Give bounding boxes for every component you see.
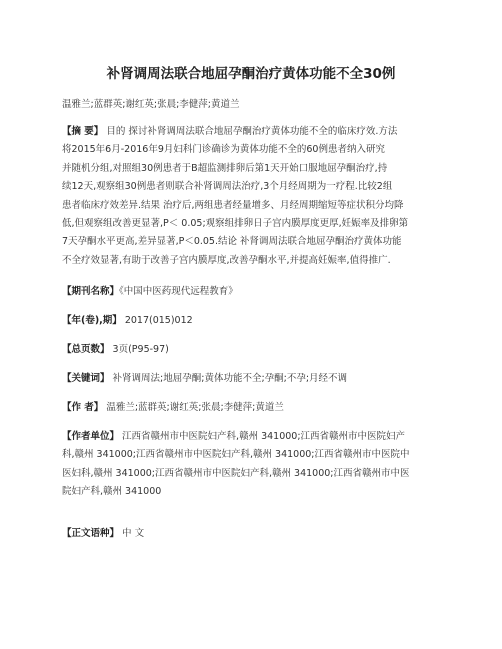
- keywords-label: 【关键词】: [62, 373, 110, 384]
- affiliation-line-3: 医妇科,赣州 341000;江西省赣州市中医院妇产科,赣州 341000;江西省赣州市中医: [62, 467, 410, 479]
- abstract-section: [62, 123, 440, 270]
- abstract-line-3: 并随机分组,对照组30例患者于B超监测排卵后第1天开始口服地屈孕酮治疗,持: [62, 162, 388, 174]
- journal-label: 【期刊名称】: [62, 286, 120, 297]
- abstract-line-4: 续12天,观察组30例患者则联合补肾调周法治疗,3个月经周期为一疗程.比较2组: [62, 181, 393, 193]
- abstract-line-5: 患者临床疗效差异.结果 治疗后,两组患者经量增多、月经周期缩短等症状积分均降: [62, 199, 404, 211]
- pages-value: 3页(P95-97): [112, 344, 169, 355]
- abstract-label: 【摘 要】: [62, 126, 104, 137]
- affiliation-label: 【作者单位】: [62, 431, 120, 442]
- abstract-line-2: 将2015年6月-2016年9月妇科门诊确诊为黄体功能不全的60例患者纳入研究: [62, 144, 385, 156]
- abstract-first-line: [62, 123, 440, 141]
- abstract-line-8: 不全疗效显著,有助于改善子宫内膜厚度,改善孕酮水平,并提高妊娠率,值得推广.: [62, 254, 391, 266]
- author-field-label: 【作 者】: [62, 402, 104, 413]
- affiliation-line-2: 科,赣州 341000;江西省赣州市中医院妇产科,赣州 341000;江西省赣州市中医院中: [62, 449, 410, 461]
- language-label: 【正文语种】: [62, 528, 120, 539]
- pages-section: [62, 341, 440, 359]
- year-issue-section: [62, 312, 440, 330]
- page-title: 补肾调周法联合地屈孕酮治疗黄体功能不全30例: [106, 66, 396, 82]
- year-issue-label: 【年(卷),期】: [62, 315, 122, 326]
- author-list: 温雅兰;蓝群英;谢红英;张晨;李健萍;黄道兰: [62, 99, 240, 110]
- language-value: 中 文: [122, 528, 145, 539]
- affiliation-line-4: 院妇产科,赣州 341000: [62, 486, 162, 498]
- affiliation-section: [62, 428, 440, 502]
- language-section: [62, 525, 440, 543]
- journal-value: 《中国中医药现代远程教育》: [119, 286, 238, 297]
- year-issue-value: 2017(015)012: [124, 315, 193, 326]
- abstract-line-6: 低,但观察组改善更显著,P＜ 0.05;观察组排卵日子宫内膜厚度更厚,妊娠率及排卵第: [62, 218, 409, 230]
- keywords-section: [62, 370, 440, 388]
- keywords-value: 补肾调周法;地屈孕酮;黄体功能不全;孕酮;不孕;月经不调: [112, 373, 348, 384]
- journal-section: [62, 283, 440, 301]
- abstract-line-7: 7天孕酮水平更高,差异显著,P＜0.05.结论 补肾调周法联合地屈孕酮治疗黄体功能: [62, 236, 402, 248]
- author-field-value: 温雅兰;蓝群英;谢红英;张晨;李健萍;黄道兰: [106, 402, 284, 413]
- pages-label: 【总页数】: [62, 344, 110, 355]
- affiliation-line-1: 江西省赣州市中医院妇产科,赣州 341000;江西省赣州市中医院妇产: [122, 431, 406, 442]
- abstract-line-1: 目的 探讨补肾调周法联合地屈孕酮治疗黄体功能不全的临床疗效.方法: [106, 126, 398, 137]
- author-field-section: [62, 399, 440, 417]
